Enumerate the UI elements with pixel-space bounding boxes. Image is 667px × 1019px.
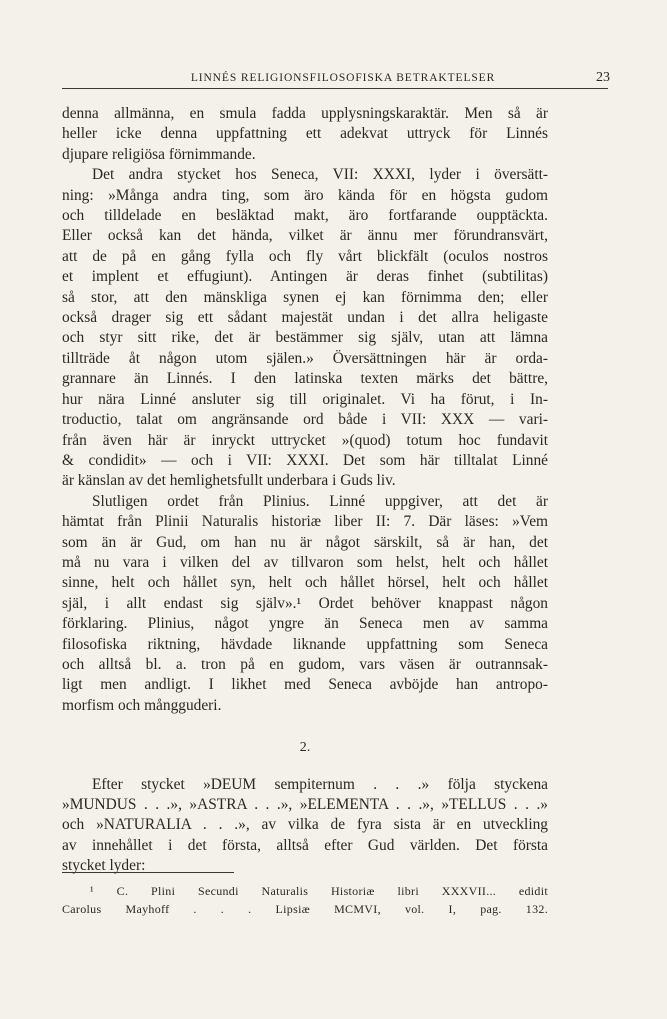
text-line: så stor, att den mänskliga synen ej kan förnimma den; eller [62, 288, 548, 306]
paragraph-4 [62, 775, 548, 877]
text-line: sinne, helt och hållet syn, helt och hållet hörsel, helt och hållet [62, 574, 548, 592]
text-line: må nu vara i vilken del av tillvaron som helst, helt och hållet [62, 553, 548, 571]
text-line: och alltså bl. a. tron på en gudom, vars väsen är outrannsak- [62, 655, 548, 673]
text-line: morfism och mångguderi. [62, 696, 222, 714]
running-header [62, 70, 610, 86]
text-line: Efter stycket »DEUM sempiternum . . .» följa styckena [92, 775, 548, 793]
text-line: & condidit» — och i VII: XXXI. Det som här tilltalat Linné [62, 451, 548, 469]
text-line: och styr sitt rike, det är bestämmer sig själv, utan att lämna [62, 329, 548, 347]
text-line: Det andra stycket hos Seneca, VII: XXXI, lyder i översätt- [92, 166, 548, 184]
footnote-rule [62, 872, 234, 873]
text-line: tillträde åt någon utom själen.» Översättningen här är orda- [62, 349, 548, 367]
text-line: Eller också kan det hända, vilket är ännu mer förundransvärt, [62, 227, 548, 245]
body-text [62, 104, 548, 877]
text-line: et implent et effugiunt). Antingen är deras finhet (subtilitas) [62, 268, 548, 286]
text-line: heller icke denna uppfattning ett adekvat uttryck för Linnés [62, 125, 548, 143]
text-line: som än är Gud, om han nu är något särskilt, så är han, det [62, 533, 548, 551]
text-line: av innehållet i det första, alltså efter Gud världen. Det första [62, 836, 548, 854]
text-line: också drager sig ett sådant majestät undan i det allra heligaste [62, 309, 548, 327]
text-line: förklaring. Plinius, något yngre än Seneca men av samma [62, 615, 548, 633]
paragraph-3 [62, 492, 548, 716]
text-line: och »NATURALIA . . .», av vilka de fyra sista är en utveckling [62, 816, 548, 834]
text-line: grannare än Linnés. I den latinska texten märks det bättre, [62, 370, 548, 388]
header-rule [62, 88, 608, 89]
text-line: är känslan av det hemlighetsfullt underbara i Guds liv. [62, 472, 396, 490]
text-line: själ, i allt endast sig själv».¹ Ordet behöver knappast någon [62, 594, 548, 612]
text-line: djupare religiösa förnimmande. [62, 145, 256, 163]
text-line: stycket lyder: [62, 857, 146, 875]
text-line: denna allmänna, en smula fadda upplysningskaraktär. Men så är [62, 105, 548, 122]
text-line: hur nära Linné ansluter sig till originalet. Vi ha förut, i In- [62, 390, 548, 408]
section-number: 2. [299, 740, 311, 756]
footnote [62, 882, 548, 918]
text-line: »MUNDUS . . .», »ASTRA . . .», »ELEMENTA . . .», »TELLUS . . .» [62, 796, 548, 813]
page-number: 23 [596, 70, 610, 85]
text-line: troductio, talat om angränsande ord både i VII: XXX — vari- [62, 411, 548, 429]
text-line: Slutligen ordet från Plinius. Linné uppgiver, att det är [92, 492, 548, 510]
paragraph-2 [62, 165, 548, 492]
text-line: ning: »Många andra ting, som äro kända för en högsta gudom [62, 186, 548, 204]
paragraph-1 [62, 104, 548, 165]
running-title: LINNÉS RELIGIONSFILOSOFISKA BETRAKTELSER [190, 72, 496, 84]
footnote-line: ¹ C. Plini Secundi Naturalis Historiæ libri XXXVII... edidit [90, 884, 548, 898]
text-line: hämtat från Plinii Naturalis historiæ liber II: 7. Där läses: »Vem [62, 513, 548, 531]
text-line: och tilldelade en besläktad makt, äro fortfarande oupptäckta. [62, 207, 548, 225]
footnote-line: Carolus Mayhoff . . . Lipsiæ MCMVI, vol. I, pag. 132. [62, 902, 548, 916]
text-line: från även här är inryckt uttrycket »(quod) totum hoc fundavit [62, 431, 548, 449]
text-line: filosofiska riktning, hävdade liknande uppfattning som Seneca [62, 635, 548, 653]
text-line: ligt men andligt. I likhet med Seneca avböjde han antropo- [62, 676, 548, 694]
text-line: att de på en gång fylla och fly vårt blickfält (oculos nostros [62, 247, 548, 265]
